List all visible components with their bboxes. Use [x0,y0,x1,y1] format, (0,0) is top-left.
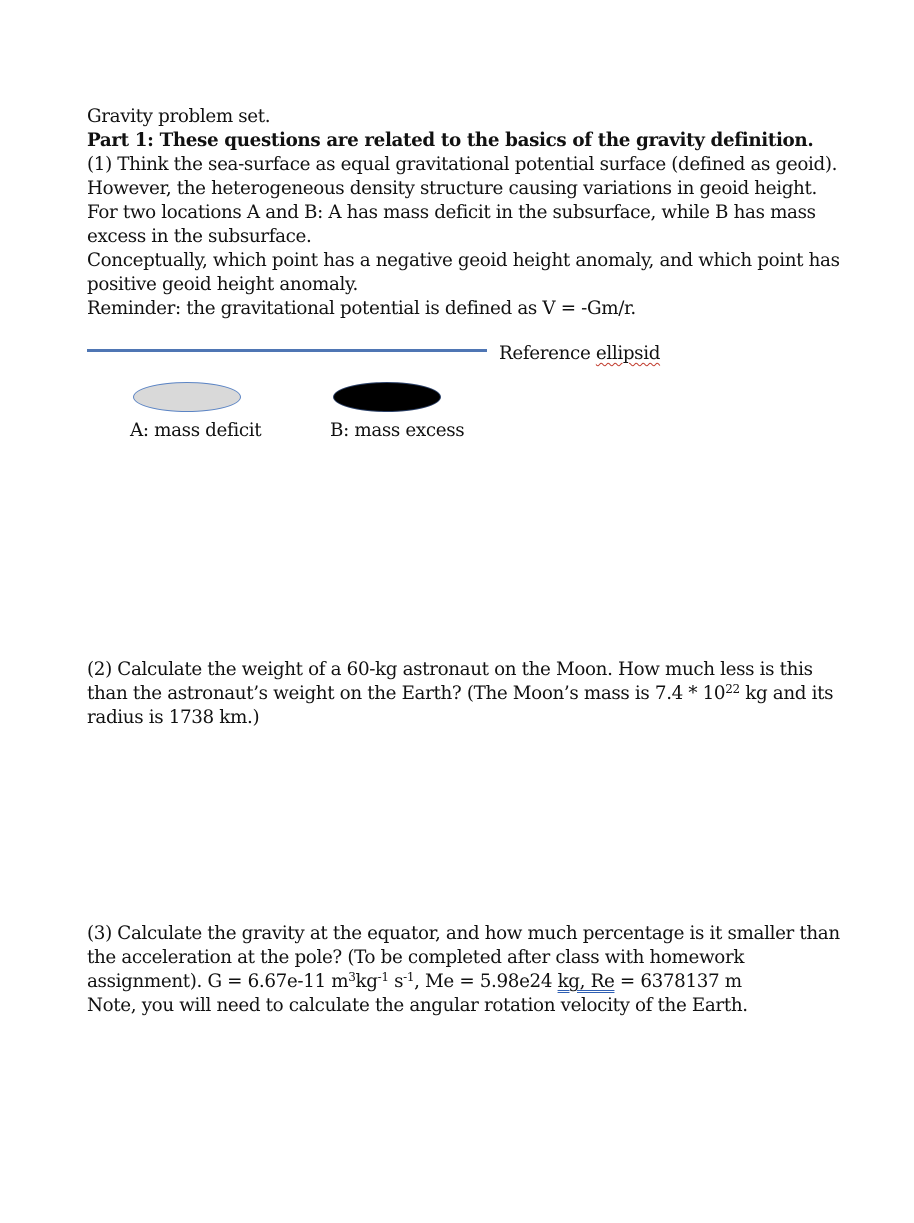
q3-unit-s: s [388,971,404,992]
q3-exp-1: 3 [348,970,356,984]
q3-constants-g: assignment). G = 6.67e-11 m [87,971,349,992]
mass-deficit-ellipse [133,382,241,412]
mass-deficit-label: A: mass deficit [130,420,262,441]
reference-ellipsoid-line [87,349,487,352]
reference-ellipsoid-label [499,342,660,366]
q2-line-2 [87,682,847,706]
question-2 [87,658,847,730]
q2-line-2-text: than the astronaut’s weight on the Earth? (The Moon’s mass is 7.4 * 10 [87,683,726,704]
q1-line-4: excess in the subsurface. [87,226,312,247]
q3-constants-me: , Me = 5.98e24 [414,971,558,992]
q3-constants-re-value: = 6378137 m [614,971,742,992]
q3-line-2: the acceleration at the pole? (To be completed after class with homework [87,947,745,968]
intro-section [87,105,847,321]
q2-line-1: (2) Calculate the weight of a 60-kg astronaut on the Moon. How much less is this [87,659,813,680]
question-3 [87,922,847,1018]
q3-line-3 [87,970,847,994]
q1-line-7: Reminder: the gravitational potential is defined as V = -Gm/r. [87,298,636,319]
q1-line-1: (1) Think the sea-surface as equal gravitational potential surface (defined as geoid). [87,154,838,175]
document-title: Gravity problem set. [87,106,271,127]
q3-exp-3: -1 [403,970,415,984]
q1-line-2: However, the heterogeneous density structure causing variations in geoid height. [87,178,817,199]
reference-label-prefix: Reference [499,343,596,364]
q3-line-4: Note, you will need to calculate the angular rotation velocity of the Earth. [87,995,748,1016]
q3-constants-kg-re: kg, Re [557,971,615,992]
q1-line-3: For two locations A and B: A has mass deficit in the subsurface, while B has mass [87,202,816,223]
q1-line-5: Conceptually, which point has a negative geoid height anomaly, and which point has [87,250,840,271]
q3-exp-2: -1 [377,970,389,984]
mass-excess-ellipse [333,382,441,412]
q2-line-3: radius is 1738 km.) [87,707,260,728]
q1-line-6: positive geoid height anomaly. [87,274,359,295]
q2-exponent: 22 [725,682,740,696]
mass-excess-label: B: mass excess [330,420,465,441]
part1-heading: Part 1: These questions are related to the basics of the gravity definition. [87,130,814,151]
q3-line-1: (3) Calculate the gravity at the equator, and how much percentage is it smaller than [87,923,840,944]
reference-label-word: ellipsid [595,343,661,364]
q3-unit-kg: kg [355,971,378,992]
q2-line-2-end: kg and its [739,683,834,704]
